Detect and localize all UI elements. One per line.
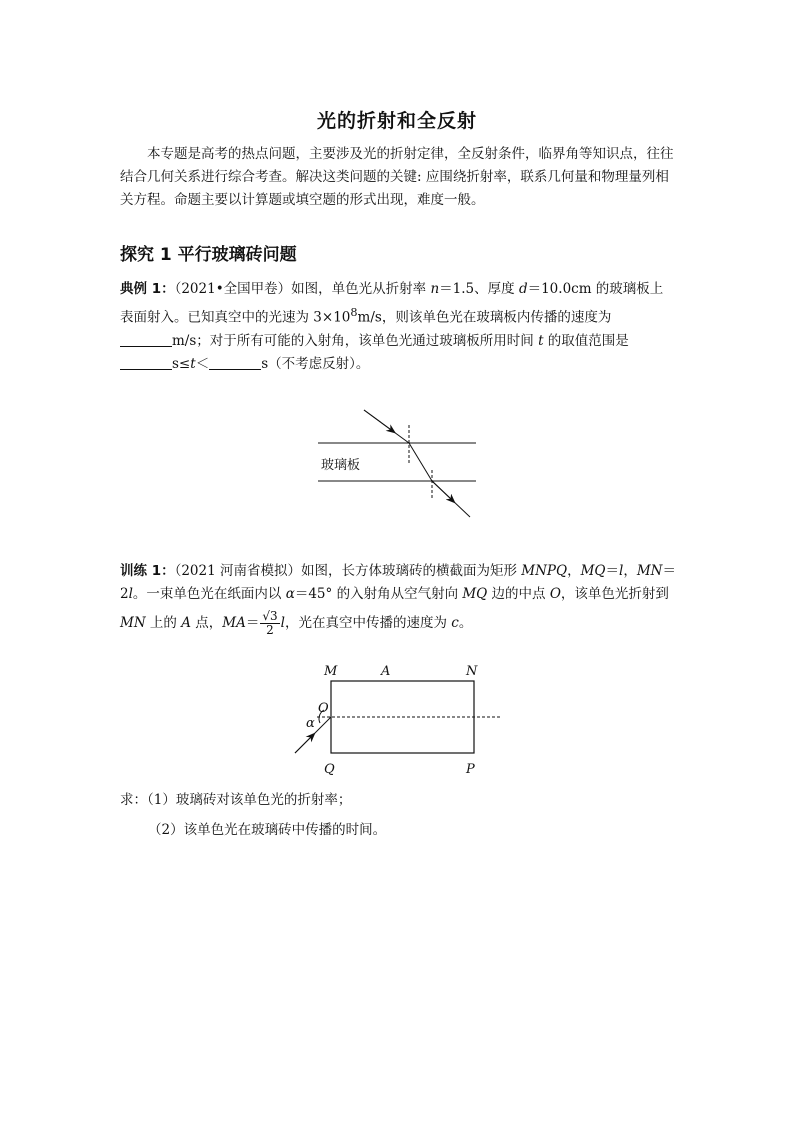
intro-paragraph: 本专题是高考的热点问题，主要涉及光的折射定律，全反射条件，临界角等知识点，往往结合几何关系进行综合考查。解决这类问题的关键: 应围绕折射率，联系几何量和物理量列相关方程。命题主要以计算题或填空题的形式出现，难度一般。 <box>120 146 674 208</box>
point-o: O <box>318 701 329 716</box>
point-q: Q <box>324 762 335 777</box>
incident-arrow-o <box>295 736 312 753</box>
training-label: 训练 1： <box>120 563 175 579</box>
glass-plate-figure <box>318 410 476 517</box>
refracted-ray <box>409 443 432 481</box>
glass-brick-figure <box>295 664 500 777</box>
point-p: P <box>466 762 475 777</box>
page-title: 光的折射和全反射 <box>316 110 477 132</box>
question-2: （2）该单色光在玻璃砖中传播的时间。 <box>148 822 387 838</box>
point-n: N <box>466 664 478 679</box>
angle-alpha: α <box>306 716 315 731</box>
point-a: A <box>381 664 391 679</box>
emergent-arrow <box>432 481 452 500</box>
training-1: 训练 1：（2021 河南省模拟）如图，长方体玻璃砖的横截面为矩形 MNPQ，MQ＝l，MN＝2l。一束单色光在纸面内以 α＝45° 的入射角从空气射向 MQ 边的中点 O，该单色光折射到 MN 上的 A 点，MA＝ $\frac{√3}{2}$ l，光在真空中传播的速度为 c。 <box>120 563 676 637</box>
incident-arrow <box>364 410 392 431</box>
glass-plate-label: 玻璃板 <box>321 458 361 473</box>
point-m: M <box>324 664 338 679</box>
fraction-sqrt3-over-2: $\frac{√3}{2}$ <box>262 609 278 637</box>
section-heading: 探究 1 平行玻璃砖问题 <box>120 245 297 265</box>
example-label: 典例 1： <box>120 281 175 297</box>
question-1: 求：（1）玻璃砖对该单色光的折射率； <box>120 792 352 808</box>
example-1: 典例 1：（2021•全国甲卷）如图，单色光从折射率 n＝1.5、厚度 d＝10.0cm 的玻璃板上表面射入。已知真空中的光速为 $3\times 10^8m/s$，则该单色光在玻璃板内传播的速度为 m/s；对于所有可能的入射角，该单色光通过玻璃板所用时间 t 的取值范围是 s≤t＜ s（不考虑反射）。 <box>120 281 664 372</box>
